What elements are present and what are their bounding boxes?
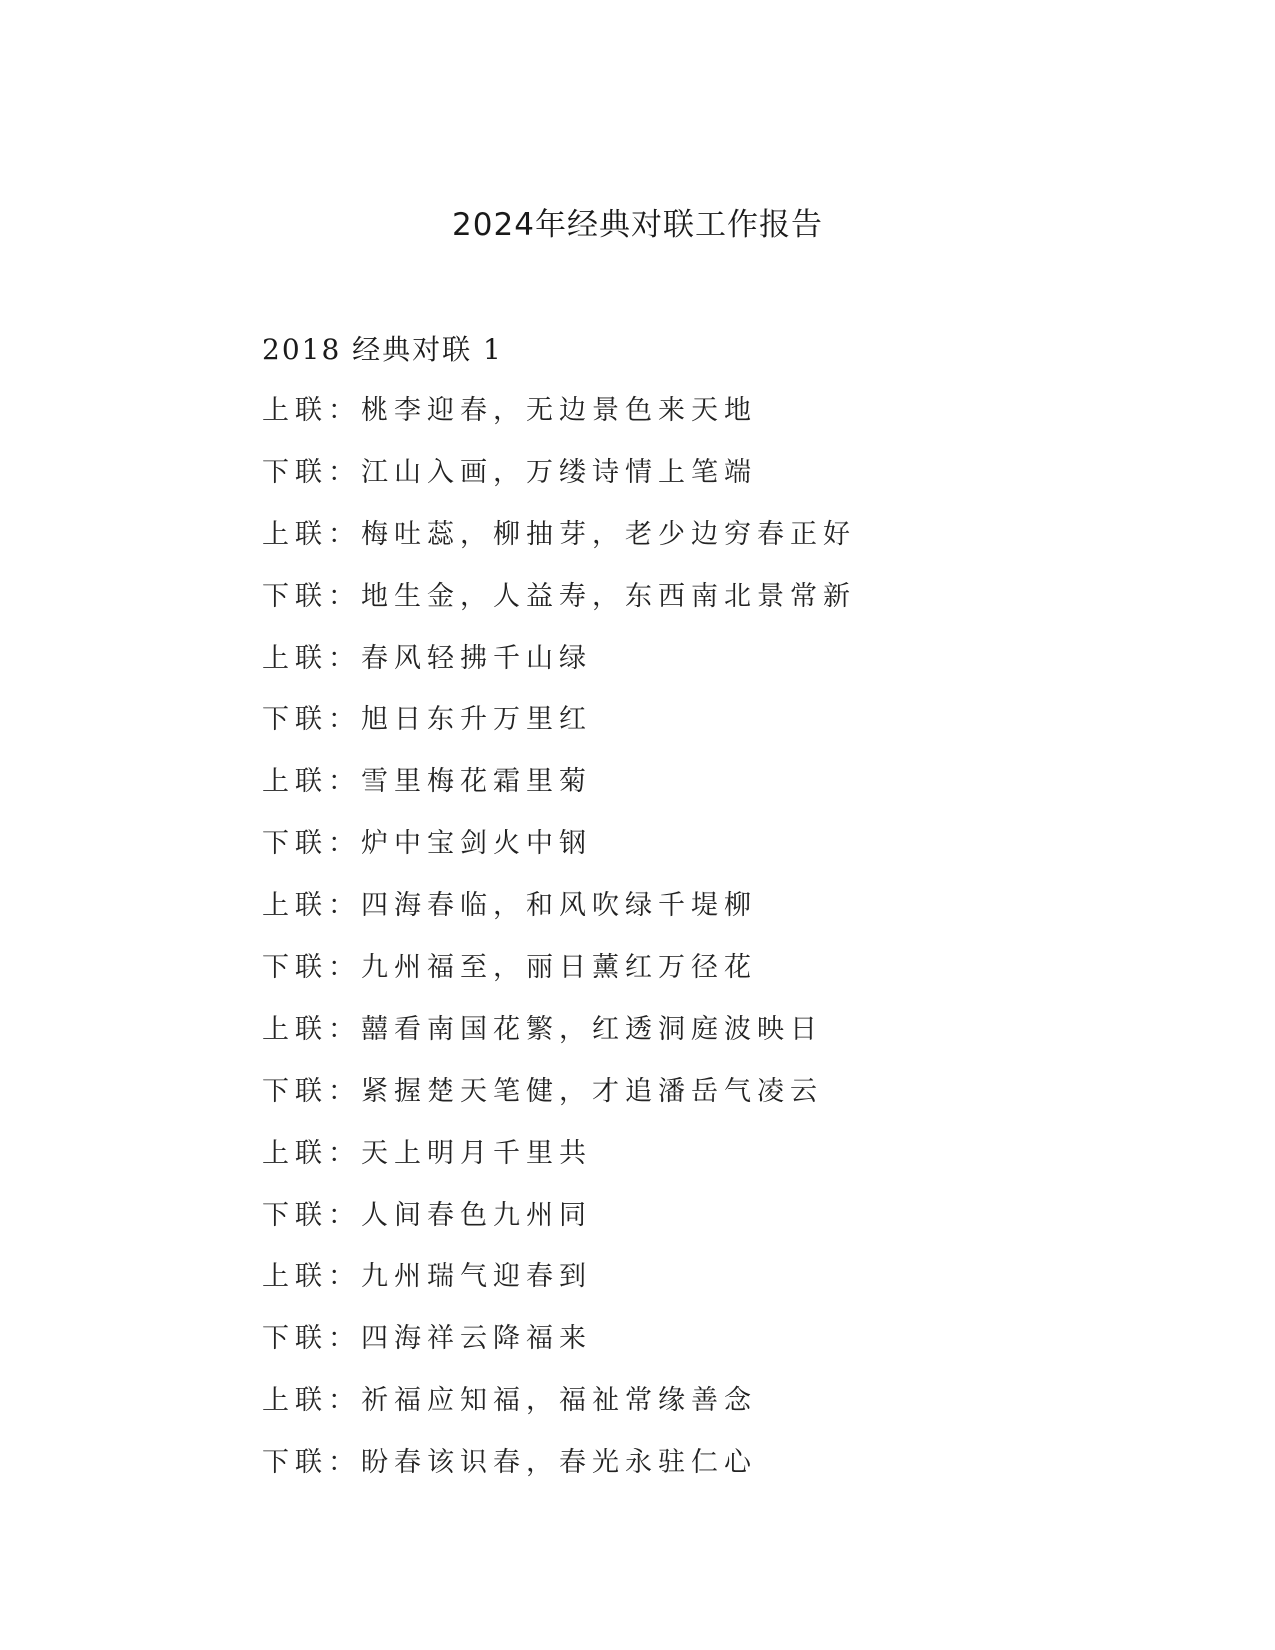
couplet-line: 下联：四海祥云降福来 — [262, 1323, 592, 1355]
couplet-line: 上联：四海春临，和风吹绿千堤柳 — [262, 890, 757, 922]
couplet-line: 下联：人间春色九州同 — [262, 1199, 592, 1231]
couplet-line: 下联：旭日东升万里红 — [262, 704, 592, 736]
couplet-line: 下联：紧握楚天笔健，才追潘岳气凌云 — [262, 1075, 823, 1107]
couplet-line: 上联：囍看南国花繁，红透洞庭波映日 — [262, 1013, 823, 1045]
couplet-line: 上联：桃李迎春，无边景色来天地 — [262, 395, 757, 426]
couplet-line: 下联：盼春该识春，春光永驻仁心 — [262, 1447, 757, 1479]
couplet-line: 上联：九州瑞气迎春到 — [262, 1261, 592, 1293]
section-heading: 2018 经典对联 1 — [262, 333, 503, 366]
document-body — [262, 330, 1062, 1505]
couplet-line: 下联：九州福至，丽日薰红万径花 — [262, 952, 757, 984]
couplet-list — [262, 391, 1062, 1483]
couplet-line: 下联：地生金，人益寿，东西南北景常新 — [262, 580, 856, 612]
couplet-line: 上联：雪里梅花霜里菊 — [262, 766, 592, 798]
couplet-line: 下联：江山入画，万缕诗情上笔端 — [262, 456, 757, 488]
couplet-line: 上联：梅吐蕊，柳抽芽，老少边穷春正好 — [262, 518, 856, 550]
couplet-line: 上联：春风轻拂千山绿 — [262, 642, 592, 674]
document-title: 2024年经典对联工作报告 — [452, 207, 823, 243]
couplet-line: 下联：炉中宝剑火中钢 — [262, 828, 592, 860]
couplet-line: 上联：天上明月千里共 — [262, 1137, 592, 1169]
couplet-line: 上联：祈福应知福，福祉常缘善念 — [262, 1385, 757, 1417]
